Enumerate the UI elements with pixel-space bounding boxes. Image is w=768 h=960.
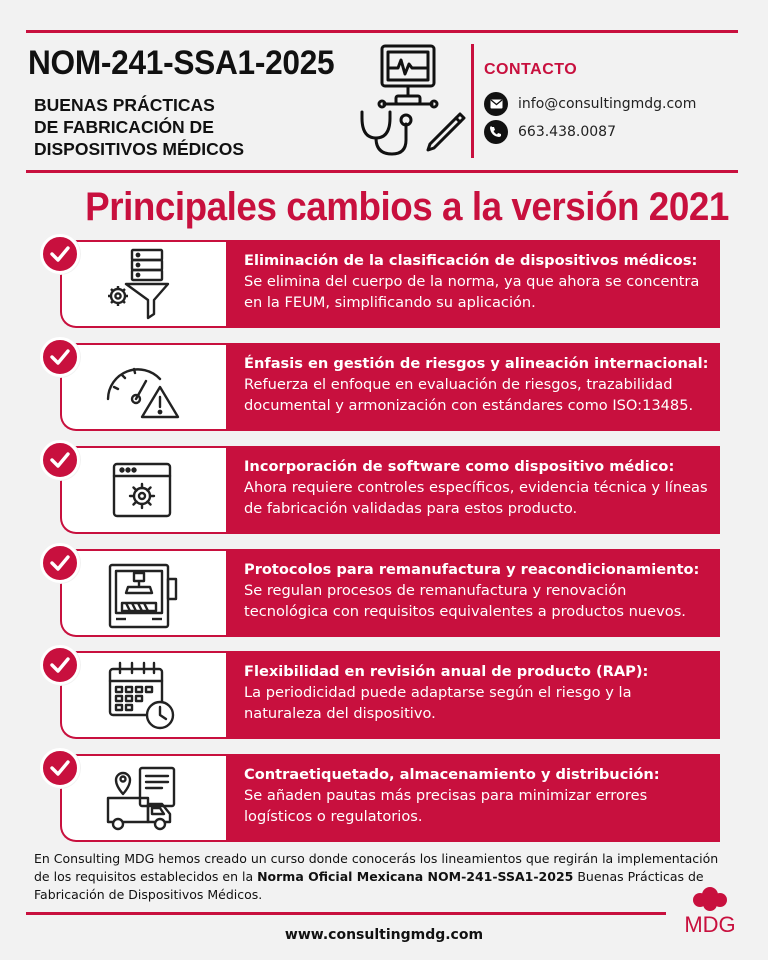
- page-title: NOM-241-SSA1-2025: [28, 44, 335, 82]
- item-title: Incorporación de software como dispositivo médico:: [244, 458, 675, 475]
- section-heading: Principales cambios a la versión 2021: [85, 185, 729, 229]
- footer-rule: [26, 912, 666, 915]
- phone-icon: [484, 120, 508, 144]
- footer-text-after: Buenas Prácticas de Fabricación de Dispositivos Médicos.: [34, 869, 704, 902]
- item-description: Se regulan procesos de remanufactura y renovación tecnológica con requisitos equivalentes a productos nuevos.: [244, 582, 686, 620]
- contact-email[interactable]: [484, 92, 696, 116]
- press-machine-icon: [102, 553, 182, 633]
- header-divider: [471, 44, 474, 158]
- item-title: Contraetiquetado, almacenamiento y distribución:: [244, 766, 660, 783]
- contact-title: CONTACTO: [484, 61, 578, 78]
- mail-icon: [484, 92, 508, 116]
- check-icon: [40, 645, 80, 685]
- change-item: [40, 234, 720, 328]
- item-title: Flexibilidad en revisión anual de producto (RAP):: [244, 663, 649, 680]
- server-funnel-gear-icon: [102, 244, 182, 324]
- item-text-panel: [226, 754, 720, 842]
- change-item: [40, 645, 720, 739]
- footer-text-before: En Consulting MDG hemos creado un curso donde conocerás los lineamientos que regirán la implementación de los requisitos establecidos en la: [34, 851, 719, 884]
- change-item: [40, 337, 720, 431]
- item-text-panel: [226, 240, 720, 328]
- check-icon: [40, 337, 80, 377]
- item-title: Eliminación de la clasificación de dispositivos médicos:: [244, 252, 698, 269]
- check-icon: [40, 543, 80, 583]
- item-title: Énfasis en gestión de riesgos y alineación internacional:: [244, 355, 709, 372]
- item-description: Ahora requiere controles específicos, evidencia técnica y líneas de fabricación validadas para estos producto.: [244, 479, 708, 517]
- item-text-panel: [226, 343, 720, 431]
- delivery-truck-icon: [102, 758, 182, 838]
- check-icon: [40, 440, 80, 480]
- item-text-panel: [226, 446, 720, 534]
- website-link[interactable]: www.consultingmdg.com: [284, 927, 484, 943]
- browser-gear-icon: [102, 450, 182, 530]
- contact-phone-text: 663.438.0087: [518, 124, 616, 140]
- change-item: [40, 543, 720, 637]
- subtitle-line: DE FABRICACIÓN DE: [34, 117, 214, 137]
- contact-phone[interactable]: [484, 120, 616, 144]
- footer-text-bold: Norma Oficial Mexicana NOM-241-SSA1-2025: [257, 869, 574, 884]
- risk-gauge-warning-icon: [102, 347, 182, 427]
- item-description: Se añaden pautas más precisas para minimizar errores logísticos o regulatorios.: [244, 787, 648, 825]
- check-icon: [40, 748, 80, 788]
- footer-paragraph: [34, 850, 734, 904]
- item-title: Protocolos para remanufactura y reacondicionamiento:: [244, 561, 700, 578]
- change-item: [40, 440, 720, 534]
- header-bottom-rule: [26, 170, 738, 173]
- contact-email-text: info@consultingmdg.com: [518, 96, 697, 112]
- item-description: Refuerza el enfoque en evaluación de riesgos, trazabilidad documental y armonización con estándares como ISO:13485.: [244, 376, 694, 414]
- item-text-panel: [226, 651, 720, 739]
- item-text-panel: [226, 549, 720, 637]
- calendar-clock-icon: [102, 655, 182, 735]
- mdg-logo: [672, 886, 748, 938]
- check-icon: [40, 234, 80, 274]
- page-subtitle: [34, 94, 244, 160]
- svg-text:MDG: MDG: [684, 912, 736, 937]
- subtitle-line: BUENAS PRÁCTICAS: [34, 95, 215, 115]
- item-description: Se elimina del cuerpo de la norma, ya que ahora se concentra en la FEUM, simplificando su aplicación.: [244, 273, 700, 311]
- change-item: [40, 748, 720, 842]
- subtitle-line: DISPOSITIVOS MÉDICOS: [34, 139, 245, 159]
- top-rule: [26, 30, 738, 33]
- medical-device-icon: [348, 42, 468, 160]
- item-description: La periodicidad puede adaptarse según el riesgo y la naturaleza del dispositivo.: [244, 684, 632, 722]
